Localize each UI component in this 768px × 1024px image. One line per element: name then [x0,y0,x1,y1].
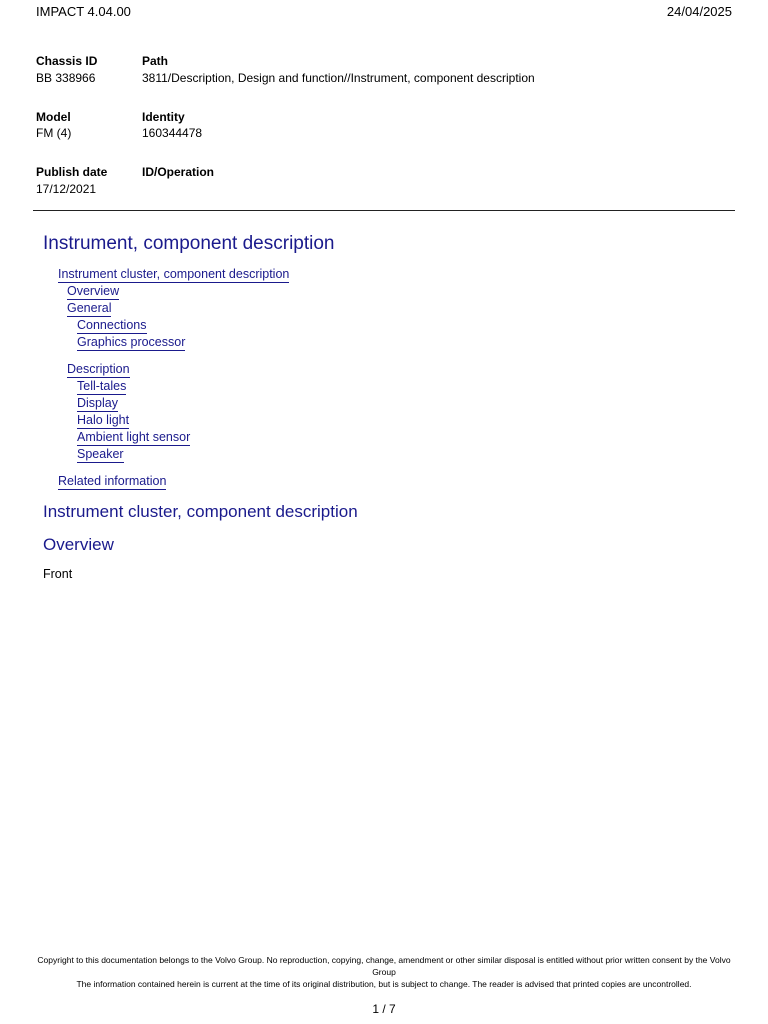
model-label: Model [36,110,71,124]
app-version: IMPACT 4.04.00 [36,4,131,19]
toc-link-halo-light[interactable]: Halo light [77,413,130,427]
toc-link-speaker[interactable]: Speaker [77,447,124,461]
section-heading: Instrument cluster, component description [43,502,358,521]
header-divider [33,210,735,211]
toc-link-ambient-light-sensor[interactable]: Ambient light sensor [77,430,191,444]
toc-link-instrument-cluster[interactable]: Instrument cluster, component description [58,267,290,281]
distribution-notice: The information contained herein is current at the time of its original distribution, but is subject to change. The reader is advised that printed copies are uncontrolled. [76,979,692,989]
toc-link-connections[interactable]: Connections [77,318,147,332]
identity-label: Identity [142,110,185,124]
chassis-id-value: BB 338966 [36,71,96,85]
page-number: 1 / 7 [372,1002,396,1016]
toc-link-description[interactable]: Description [67,362,130,376]
path-value: 3811/Description, Design and function//Instrument, component description [142,71,535,85]
publish-date-label: Publish date [36,165,108,179]
chassis-id-label: Chassis ID [36,54,98,68]
copyright-notice: Copyright to this documentation belongs to the Volvo Group. No reproduction, copying, change, amendment or other similar disposal is entitled without prior written consent by the Volvo Group [37,955,731,977]
toc-link-related-information[interactable]: Related information [58,474,167,488]
toc-link-overview[interactable]: Overview [67,284,120,298]
identity-value: 160344478 [142,126,203,140]
path-label: Path [142,54,169,68]
toc-link-tell-tales[interactable]: Tell-tales [77,379,127,393]
body-text: Front [43,567,73,581]
subsection-heading: Overview [43,535,114,554]
page-title: Instrument, component description [43,233,335,254]
model-value: FM (4) [36,126,72,140]
print-date: 24/04/2025 [666,4,732,19]
publish-date-value: 17/12/2021 [36,182,97,196]
toc-link-display[interactable]: Display [77,396,118,410]
toc-link-general[interactable]: General [67,301,112,315]
toc-link-graphics-processor[interactable]: Graphics processor [77,335,186,349]
id-operation-label: ID/Operation [142,165,215,179]
